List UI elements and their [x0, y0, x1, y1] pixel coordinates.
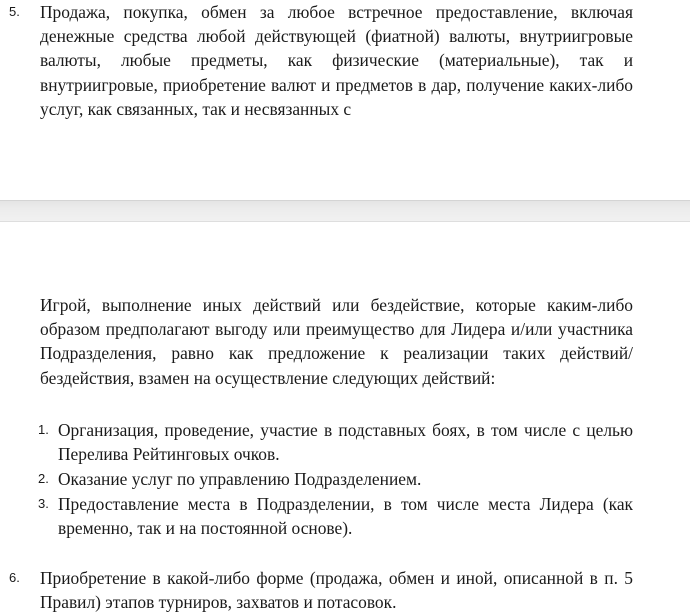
page-break [0, 200, 690, 222]
sublist-item-number: 3. [38, 496, 49, 511]
sublist-item-number: 2. [38, 471, 49, 486]
list-item-text: Продажа, покупка, обмен за любое встречное предоставление, включая денежные средства любой действующей (фиатной) валюты, внутриигровые валюты, любые предметы, как физические (материальные), так и внутриигровые, приобретение валют и предметов в дар, получение каких-либо услуг, как связанных, так и несвязанных с [40, 2, 633, 119]
continuation-paragraph: Игрой, выполнение иных действий или бездействие, которые каким-либо образом предполагают выгоду или преимущество для Лидера и/или участника Подразделения, равно как предложение к реализации таких действий/бездействия, взамен на осуществление следующих действий: [40, 295, 633, 388]
sublist-item-number: 1. [38, 422, 49, 437]
list-item-number: 6. [9, 570, 20, 585]
sublist-item-text: Оказание услуг по управлению Подразделением. [58, 469, 422, 489]
list-item-text: Приобретение в какой-либо форме (продажа, обмен и иной, описанной в п. 5 Правил) этапов турниров, захватов и потасовок. [40, 568, 633, 613]
document-page-top [0, 0, 690, 200]
list-item-number: 5. [9, 4, 20, 19]
sublist-item-text: Организация, проведение, участие в подставных боях, в том числе с целью Перелива Рейтинговых очков. [58, 420, 633, 465]
sublist-item-text: Предоставление места в Подразделении, в том числе места Лидера (как временно, так и на постоянной основе). [58, 494, 633, 539]
